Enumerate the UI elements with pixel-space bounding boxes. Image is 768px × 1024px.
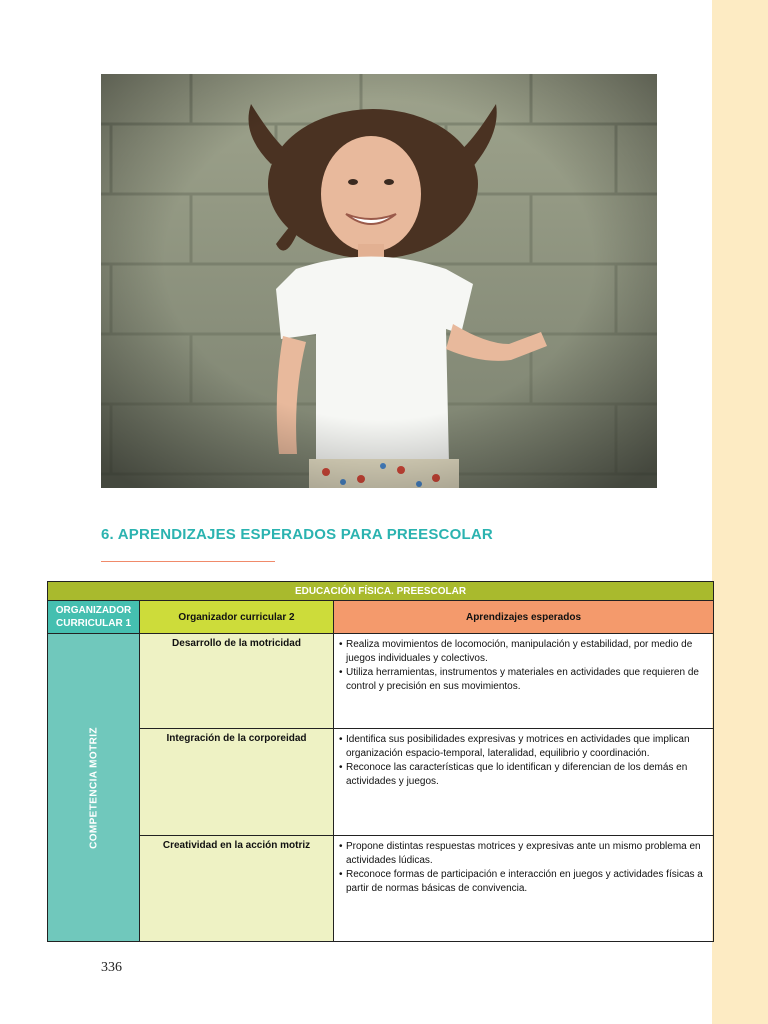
aprendizajes-cell	[334, 634, 714, 729]
col-aprendizajes-header: Aprendizajes esperados	[334, 601, 714, 634]
list-item: • Identifica sus posibilidades expresivas y motrices en actividades que implican organización espacio-temporal, lateralidad, equilibrio y coordinación.	[339, 733, 707, 761]
girl-jumping-photo	[101, 74, 657, 488]
table-title-row	[48, 582, 714, 601]
learning-table	[47, 581, 714, 942]
organizer2-cell: Desarrollo de la motricidad	[140, 634, 334, 729]
col-organizer1-header-line2: CURRICULAR 1	[56, 618, 131, 629]
col-organizer2-header: Organizador curricular 2	[140, 601, 334, 634]
side-band	[712, 0, 768, 1024]
list-item: • Utiliza herramientas, instrumentos y materiales en actividades que requieren de control y precisión en sus movimientos.	[339, 666, 707, 694]
col-organizer1-header	[48, 601, 140, 634]
heading-underline	[101, 561, 275, 562]
table-row	[48, 836, 714, 942]
aprendizajes-cell	[334, 836, 714, 942]
organizer2-cell: Integración de la corporeidad	[140, 729, 334, 836]
competencia-cell	[48, 634, 140, 942]
table-row	[48, 634, 714, 729]
list-item: • Reconoce formas de participación e interacción en juegos y actividades físicas a partir de normas básicas de convivencia.	[339, 868, 707, 896]
col-organizer1-header-line1: ORGANIZADOR	[55, 605, 132, 616]
list-item: • Realiza movimientos de locomoción, manipulación y estabilidad, por medio de juegos individuales y colectivos.	[339, 638, 707, 666]
page-number: 336	[101, 960, 122, 975]
table-title: EDUCACIÓN FÍSICA. PREESCOLAR	[48, 582, 714, 601]
aprendizajes-cell	[334, 729, 714, 836]
section-heading: 6. APRENDIZAJES ESPERADOS PARA PREESCOLAR	[101, 526, 493, 543]
list-item: • Reconoce las características que lo identifican y diferencian de los demás en actividades y juegos.	[339, 761, 707, 789]
competencia-label: COMPETENCIA MOTRIZ	[88, 726, 99, 849]
table-row	[48, 729, 714, 836]
table-header-row	[48, 601, 714, 634]
list-item: • Propone distintas respuestas motrices y expresivas ante un mismo problema en actividades lúdicas.	[339, 840, 707, 868]
organizer2-cell: Creatividad en la acción motriz	[140, 836, 334, 942]
